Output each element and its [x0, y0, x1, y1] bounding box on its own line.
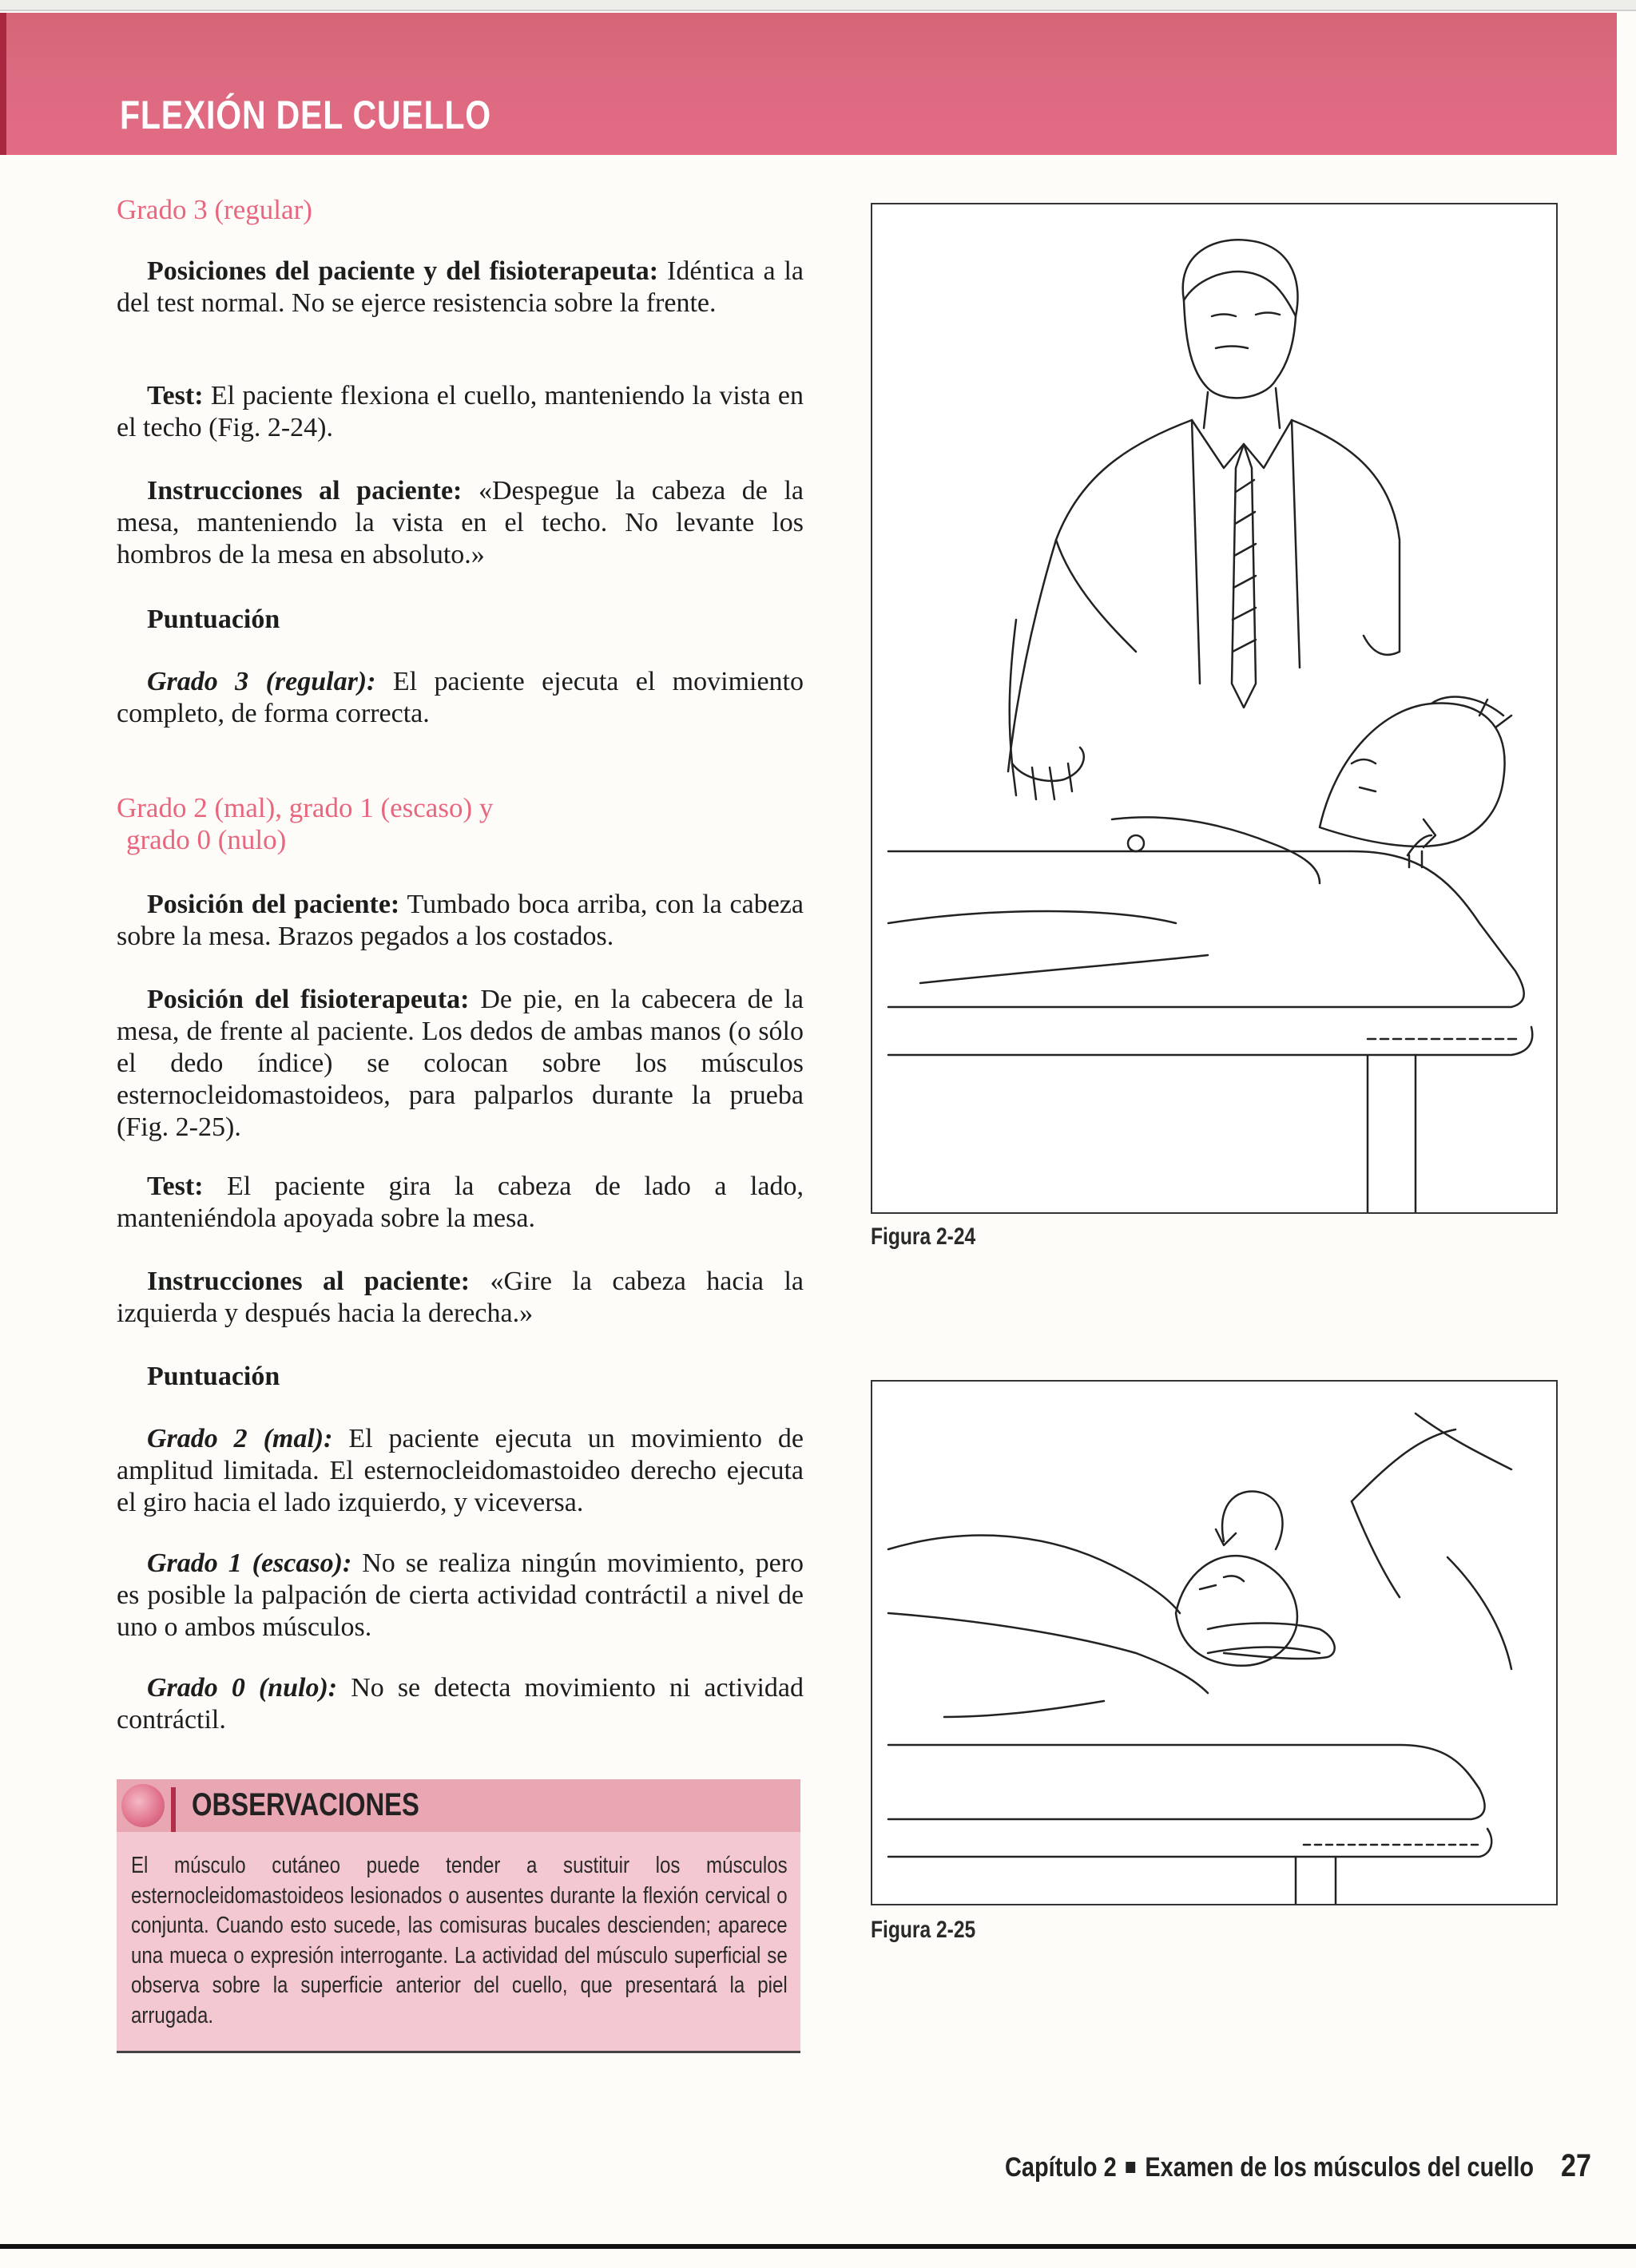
text-instr-g210: «Gire la cabeza hacia la izquierda y después hacia la derecha.»	[117, 1267, 804, 1328]
page-number: 27	[1561, 2148, 1591, 2183]
para-grado1	[117, 1548, 804, 1644]
figure-2-25-caption: Figura 2-25	[871, 1917, 976, 1943]
para-grado2	[117, 1423, 804, 1519]
observaciones-icon-bar	[171, 1787, 176, 1832]
footer-chapter: Capítulo 2	[1005, 2152, 1117, 2183]
header-left-edge	[0, 13, 6, 155]
label-test-g210: Test:	[147, 1172, 204, 1201]
text-test-g3: El paciente flexiona el cuello, manteniendo la vista en el techo (Fig. 2-24).	[117, 381, 804, 442]
heading-grado-210-line1: Grado 2 (mal), grado 1 (escaso) y	[117, 792, 494, 823]
top-rule	[0, 0, 1636, 11]
footer-title: Examen de los músculos del cuello	[1145, 2152, 1535, 2183]
observaciones-title: OBSERVACIONES	[192, 1787, 419, 1822]
text-instr-g3: «Despegue la cabeza de la mesa, manteniendo la vista en el techo. No levante los hombros de la mesa en absoluto.»	[117, 476, 804, 569]
heading-grado-3: Grado 3 (regular)	[117, 194, 312, 225]
label-posiciones: Posiciones del paciente y del fisioterapeuta:	[147, 256, 659, 286]
label-grado3: Grado 3 (regular):	[147, 667, 376, 696]
puntuacion-g3: Puntuación	[147, 605, 280, 634]
para-test-g210	[117, 1171, 804, 1235]
page-title: FLEXIÓN DEL CUELLO	[120, 93, 492, 137]
label-grado1: Grado 1 (escaso):	[147, 1548, 352, 1578]
label-test-g3: Test:	[147, 381, 204, 410]
figure-2-24-illustration	[872, 204, 1556, 1212]
text-pos-paciente: Tumbado boca arriba, con la cabeza sobre la mesa. Brazos pegados a los costados.	[117, 890, 804, 951]
observaciones-box	[117, 1779, 800, 2053]
bottom-rule	[0, 2244, 1636, 2249]
figure-2-24-caption: Figura 2-24	[871, 1223, 976, 1250]
figure-2-25-illustration	[872, 1382, 1556, 1904]
observaciones-text: El músculo cutáneo puede tender a sustituir los músculos esternocleidomastoideos lesionados o ausentes durante la flexión cervical o conjunta. Cuando esto sucede, las comisuras bucales descienden; aparece una mueca o expresión interrogante. La actividad del músculo superficial se observa sobre la superficie anterior del cuello, que presentará la piel arrugada.	[131, 1853, 788, 2028]
text-posiciones: Idéntica a la del test normal. No se ejerce resistencia sobre la frente.	[117, 256, 804, 318]
text-test-g210: El paciente gira la cabeza de lado a lado, manteniéndola apoyada sobre la mesa.	[117, 1172, 804, 1233]
para-pos-fisio	[117, 984, 804, 1144]
label-pos-paciente: Posición del paciente:	[147, 890, 400, 919]
label-instr-g3: Instrucciones al paciente:	[147, 476, 463, 506]
para-instr-g210	[117, 1266, 804, 1330]
para-posiciones	[117, 256, 804, 319]
label-grado0: Grado 0 (nulo):	[147, 1673, 338, 1703]
label-instr-g210: Instrucciones al paciente:	[147, 1267, 471, 1296]
puntuacion-g210: Puntuación	[147, 1362, 280, 1391]
para-instr-g3	[117, 475, 804, 571]
para-grado3	[117, 666, 804, 730]
page-footer	[1005, 2148, 1591, 2184]
para-pos-paciente	[117, 889, 804, 953]
text-grado0: No se detecta movimiento ni actividad contráctil.	[117, 1673, 804, 1735]
heading-grado-210-line2: grado 0 (nulo)	[126, 824, 287, 855]
text-pos-fisio: De pie, en la cabecera de la mesa, de frente al paciente. Los dedos de ambas manos (o sólo el dedo índice) se colocan sobre los músculos esternocleidomastoideos, para palparlos durante la prueba (Fig. 2-25).	[117, 985, 804, 1142]
para-grado0	[117, 1672, 804, 1736]
text-grado2: El paciente ejecuta un movimiento de amplitud limitada. El esternocleidomastoideo derecho ejecuta el giro hacia el lado izquierdo, y viceversa.	[117, 1424, 804, 1517]
footer-bullet-icon	[1126, 2162, 1136, 2173]
para-test-g3	[117, 380, 804, 444]
observaciones-icon	[121, 1784, 165, 1827]
label-grado2: Grado 2 (mal):	[147, 1424, 333, 1453]
label-pos-fisio: Posición del fisioterapeuta:	[147, 985, 470, 1014]
figure-2-25-frame	[871, 1380, 1558, 1905]
figure-2-24-frame	[871, 203, 1558, 1214]
text-grado3: El paciente ejecuta el movimiento completo, de forma correcta.	[117, 667, 804, 728]
text-grado1: No se realiza ningún movimiento, pero es posible la palpación de cierta actividad contráctil a nivel de uno o ambos músculos.	[117, 1548, 804, 1642]
